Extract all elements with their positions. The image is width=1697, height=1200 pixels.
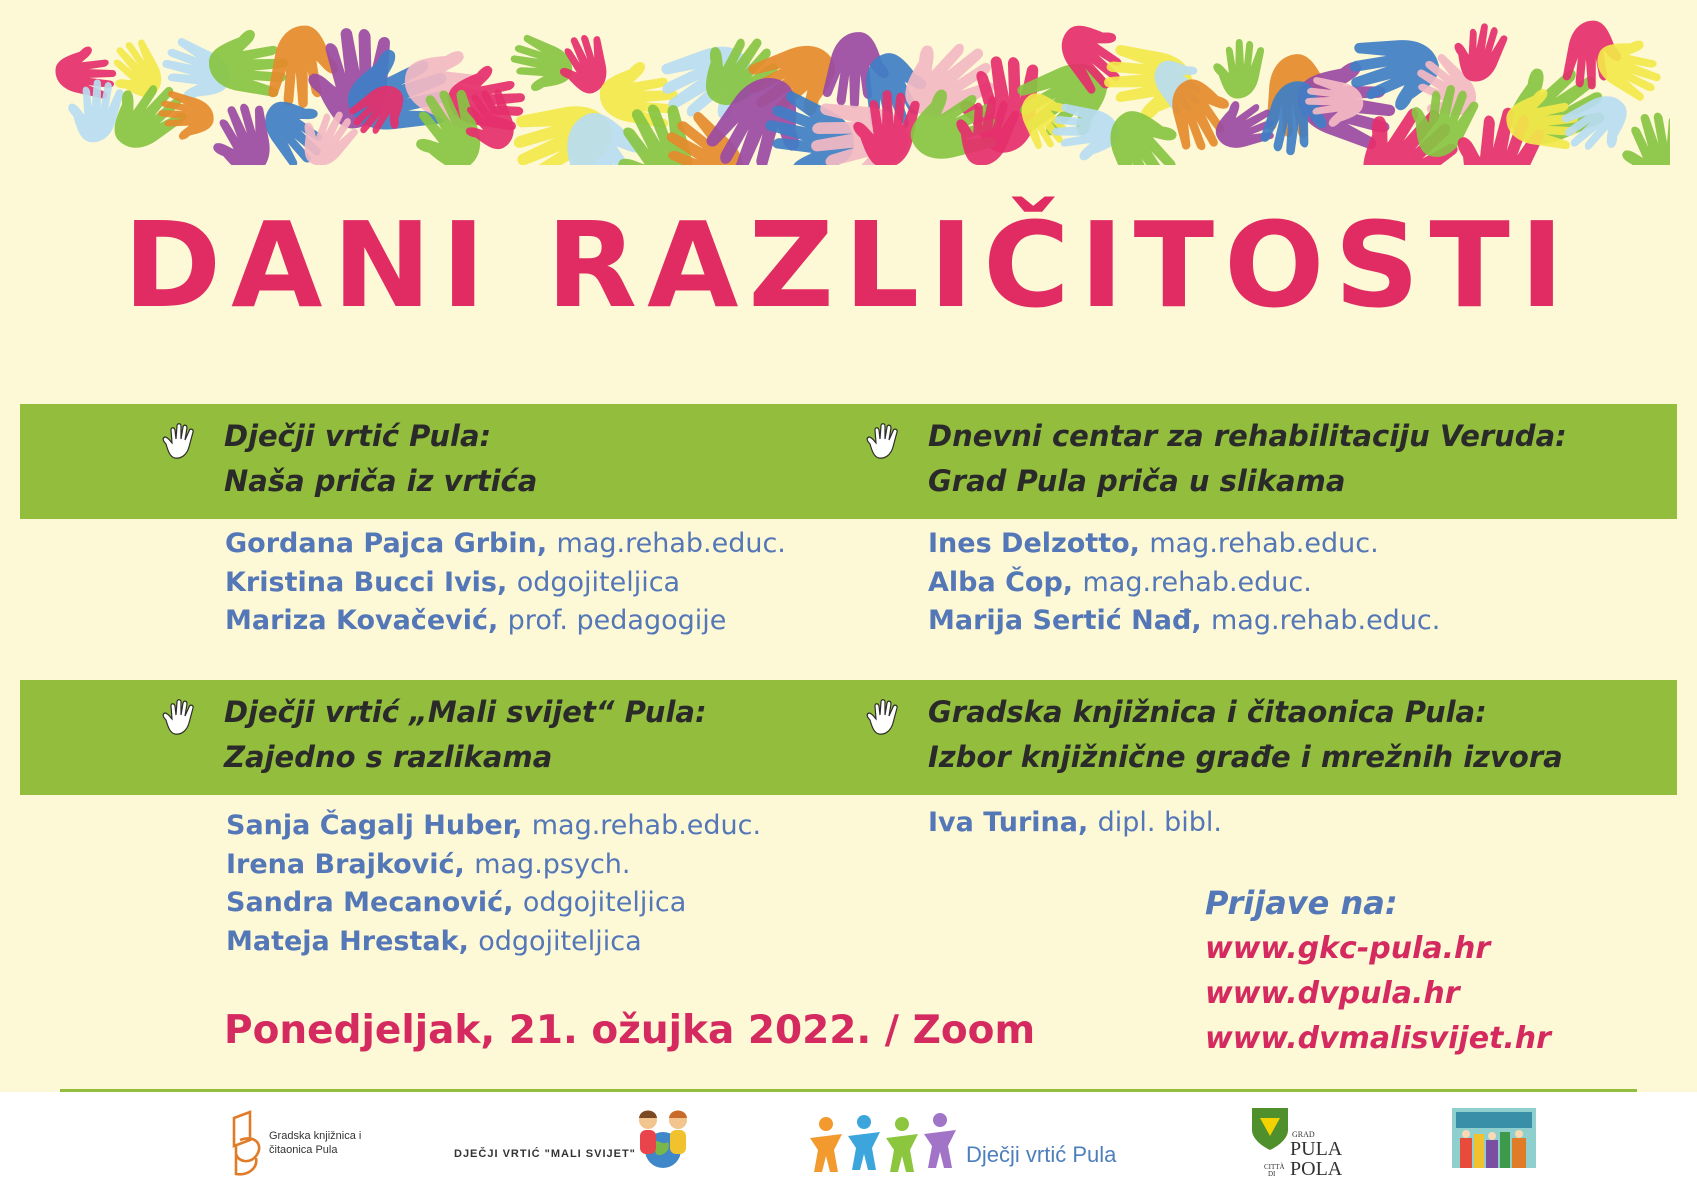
- person-entry: Irena Brajković, mag.psych.: [226, 848, 631, 880]
- person-role: mag.rehab.educ.: [1211, 605, 1441, 636]
- person-entry: Marija Sertić Nađ, mag.rehab.educ.: [928, 605, 1441, 636]
- mali-svijet-logo: [452, 1106, 696, 1186]
- person-entry: Ines Delzotto, mag.rehab.educ.: [928, 528, 1379, 559]
- section-heading: [928, 690, 1563, 780]
- person-entry: Mariza Kovačević, prof. pedagogije: [225, 605, 727, 636]
- di-label: DI: [1268, 1170, 1276, 1178]
- signup-block: [1205, 880, 1551, 1061]
- person-entry: Sandra Mecanović, odgojiteljica: [226, 887, 687, 918]
- person-name: Marija Sertić Nađ: [928, 605, 1192, 636]
- people-list: [225, 525, 786, 641]
- person-name: Mariza Kovačević: [225, 605, 488, 636]
- handprint-icon: [1212, 38, 1267, 100]
- library-logo-icon: [226, 1110, 266, 1178]
- pula-label: PULA: [1290, 1138, 1343, 1160]
- person-entry: Gordana Pajca Grbin, mag.rehab.educ.: [225, 528, 786, 559]
- person-name: Mateja Hrestak: [226, 925, 459, 957]
- heading-line: Naša priča iz vrtića: [224, 464, 538, 498]
- person-role: mag.rehab.educ.: [556, 528, 786, 559]
- person-role: odgojiteljica: [516, 566, 681, 598]
- person-name: Kristina Bucci Ivis: [225, 566, 498, 598]
- person-role: mag.rehab.educ.: [1082, 566, 1312, 598]
- signup-link-gkc[interactable]: www.gkc-pula.hr: [1205, 931, 1491, 966]
- page-title: DANI RAZLIČITOSTI: [123, 196, 1574, 334]
- person-entry: Kristina Bucci Ivis, odgojiteljica: [225, 566, 681, 598]
- child-friendly-city-logo: [1452, 1108, 1536, 1168]
- signup-link-dvpula[interactable]: www.dvpula.hr: [1205, 976, 1460, 1011]
- heading-line: Izbor knjižnične građe i mrežnih izvora: [928, 740, 1563, 774]
- signup-label: Prijave na:: [1205, 884, 1398, 922]
- footer: [0, 1092, 1697, 1200]
- grad-pula-logo: [1250, 1106, 1360, 1186]
- people-list: [928, 804, 1222, 843]
- library-logo-text: Gradska knjižnica i čitaonica Pula: [269, 1130, 362, 1156]
- person-entry: Iva Turina, dipl. bibl.: [928, 807, 1222, 838]
- person-entry: Sanja Čagalj Huber, mag.rehab.educ.: [226, 810, 762, 841]
- hand-icon: [864, 696, 908, 740]
- pula-coat-of-arms-icon: [1250, 1106, 1290, 1152]
- hand-icon: [864, 420, 908, 464]
- person-entry: Mateja Hrestak, odgojiteljica: [226, 925, 642, 957]
- person-role: mag.rehab.educ.: [1149, 528, 1379, 559]
- person-role: dipl. bibl.: [1097, 807, 1222, 838]
- event-date: Ponedjeljak, 21. ožujka 2022. / Zoom: [224, 1008, 1036, 1053]
- person-name: Iva Turina: [928, 807, 1078, 838]
- grad-label: GRAD: [1292, 1130, 1315, 1139]
- hand-icon: [160, 420, 204, 464]
- person-role: prof. pedagogije: [507, 605, 727, 636]
- person-name: Ines Delzotto: [928, 528, 1130, 559]
- citta-label: CITTÀ: [1264, 1163, 1285, 1171]
- person-name: Gordana Pajca Grbin: [225, 528, 537, 559]
- heading-line: Gradska knjižnica i čitaonica Pula:: [928, 695, 1487, 729]
- hand-icon: [160, 696, 204, 740]
- person-name: Alba Čop: [928, 566, 1063, 598]
- person-name: Sanja Čagalj Huber: [226, 810, 513, 841]
- heading-line: Zajedno s razlikama: [224, 740, 553, 774]
- dv-pula-logo-icon: [806, 1112, 966, 1176]
- person-name: Irena Brajković: [226, 848, 455, 880]
- person-entry: Alba Čop, mag.rehab.educ.: [928, 566, 1312, 598]
- section-heading: [928, 414, 1567, 504]
- child-friendly-city-badge: [1452, 1108, 1536, 1168]
- person-role: odgojiteljica: [478, 925, 642, 957]
- signup-link-dvmalisvijet[interactable]: www.dvmalisvijet.hr: [1205, 1021, 1551, 1056]
- person-name: Sandra Mecanović: [226, 887, 504, 918]
- person-role: mag.psych.: [474, 848, 631, 880]
- handprint-icon: [507, 33, 577, 96]
- mali-svijet-logo-icon: [632, 1106, 694, 1172]
- section-heading: [224, 690, 707, 780]
- dv-pula-logo: [806, 1112, 1146, 1182]
- person-role: odgojiteljica: [522, 887, 687, 918]
- section-heading: [224, 414, 537, 504]
- people-list: [226, 807, 761, 961]
- library-logo: [226, 1110, 366, 1180]
- mali-svijet-logo-text: DJEČJI VRTIĆ "MALI SVIJET": [454, 1148, 636, 1160]
- handprints-decoration: [40, 15, 1670, 165]
- heading-line: Dječji vrtić Pula:: [224, 419, 492, 453]
- heading-line: Grad Pula priča u slikama: [928, 464, 1346, 498]
- heading-line: Dječji vrtić „Mali svijet“ Pula:: [224, 695, 707, 729]
- heading-line: Dnevni centar za rehabilitaciju Veruda:: [928, 419, 1567, 453]
- person-role: mag.rehab.educ.: [531, 810, 762, 841]
- people-list: [928, 525, 1440, 641]
- pola-label: POLA: [1290, 1158, 1343, 1180]
- dv-pula-logo-text: Dječji vrtić Pula: [966, 1142, 1117, 1167]
